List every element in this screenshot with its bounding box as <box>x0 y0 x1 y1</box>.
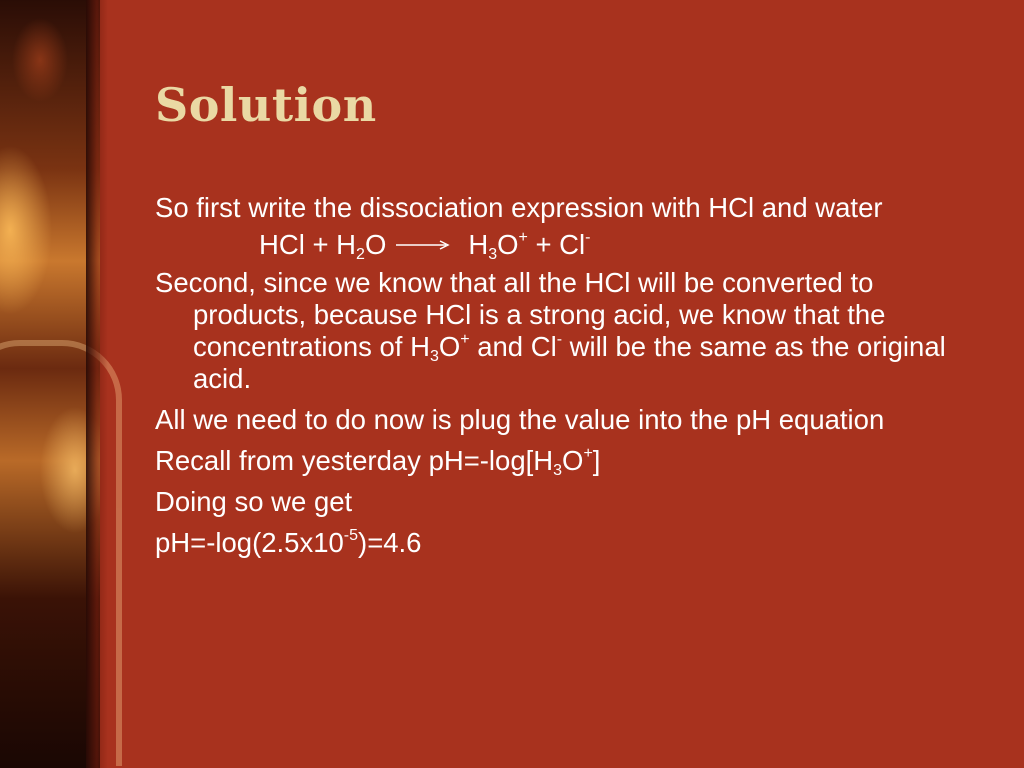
eq-reactants: HCl + H <box>259 229 357 260</box>
bullet-dissociation <box>155 192 955 224</box>
superscript: + <box>460 331 470 348</box>
eq-subscript: 3 <box>488 246 498 263</box>
bullet-strong-acid <box>155 267 955 395</box>
bullet-text: Doing so we get <box>155 486 353 517</box>
dissociation-equation <box>259 229 955 261</box>
subscript: 3 <box>553 462 563 479</box>
bullet-result <box>155 527 955 559</box>
bullet-recall-formula <box>155 445 955 477</box>
bullet-text: O <box>438 331 461 362</box>
superscript: + <box>583 445 593 462</box>
bullet-text: So first write the dissociation expression with HCl and water <box>155 192 883 223</box>
superscript: -5 <box>343 527 359 544</box>
image-edge-shadow <box>86 0 108 768</box>
bullet-text: O <box>562 445 584 476</box>
bullet-text: Second, since we know that all the HCl will be converted to products, because HCl is a strong acid, we know that the concentrations of H <box>155 267 886 362</box>
bullet-text: All we need to do now is plug the value into the pH equation <box>155 404 885 435</box>
eq-oxygen: O <box>364 229 387 260</box>
slide-body <box>155 192 955 568</box>
bullet-text: and Cl <box>469 331 557 362</box>
eq-subscript: 2 <box>356 246 365 263</box>
subscript: 3 <box>429 348 439 365</box>
bullet-doing-so <box>155 486 955 518</box>
bullet-text: will be the same as the original acid. <box>193 331 946 394</box>
slide-title: Solution <box>155 78 377 132</box>
superscript: - <box>556 331 563 348</box>
bullet-text: pH=-log(2.5x10 <box>155 527 344 558</box>
bullet-text: )=4.6 <box>358 527 422 558</box>
bullet-text: Recall from yesterday pH=-log[H <box>155 445 554 476</box>
eq-hydronium-o: O <box>497 229 519 260</box>
eq-hydronium-h: H <box>468 229 489 260</box>
bullet-plug-value <box>155 404 955 436</box>
eq-chloride: + Cl <box>527 229 586 260</box>
eq-charge: - <box>585 229 591 246</box>
bullet-text: ] <box>592 445 601 476</box>
reaction-arrow-icon <box>396 238 452 252</box>
eq-charge: + <box>518 229 528 246</box>
